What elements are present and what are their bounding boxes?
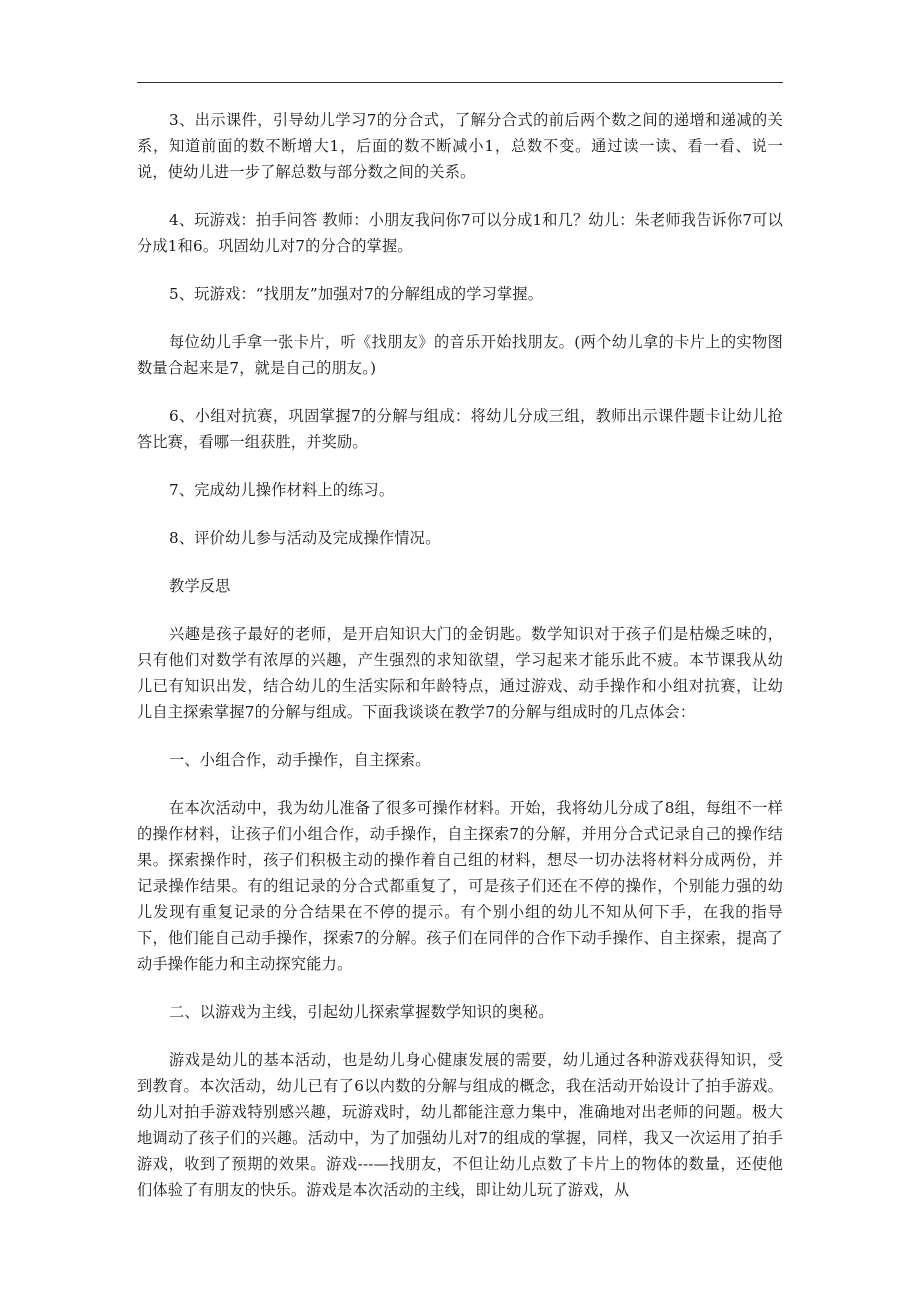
paragraph-find-friends: 每位幼儿手拿一张卡片，听《找朋友》的音乐开始找朋友。(两个幼儿拿的卡片上的实物图数量合起来是7，就是自己的朋友。) [137,333,783,377]
document-body [137,107,783,1225]
paragraph-games-mainline: 游戏是幼儿的基本活动，也是幼儿身心健康发展的需要，幼儿通过各种游戏获得知识，受到教育。本次活动，幼儿已有了6以内数的分解与组成的概念，我在活动开始设计了拍手游戏。幼儿对拍手游戏特别感兴趣，玩游戏时，幼儿都能注意力集中，准确地对出老师的问题。极大地调动了孩子们的兴趣。活动中，为了加强幼儿对7的组成的掌握，同样，我又一次运用了拍手游戏，收到了预期的效果。游戏---—找朋友，不但让幼儿点数了卡片上的物体的数量，还使他们体验了有朋友的快乐。游戏是本次活动的主线，即让幼儿玩了游戏，从 [137,1051,783,1199]
paragraph-step-3: 3、出示课件，引导幼儿学习7的分合式，了解分合式的前后两个数之间的递增和递减的关系，知道前面的数不断增大1，后面的数不断减小1，总数不变。通过读一读、看一看、说一说，使幼儿进一步了解总数与部分数之间的关系。 [137,111,783,181]
paragraph-step-4: 4、玩游戏：拍手问答 教师：小朋友我问你7可以分成1和几？幼儿：朱老师我告诉你7可以分成1和6。巩固幼儿对7的分合的掌握。 [137,211,783,255]
section-heading-reflection: 教学反思 [169,577,231,595]
subheading-games-mainline: 二、以游戏为主线，引起幼儿探索掌握数学知识的奥秘。 [169,1003,554,1021]
paragraph-group-cooperation: 在本次活动中，我为幼儿准备了很多可操作材料。开始，我将幼儿分成了8组，每组不一样的操作材料，让孩子们小组合作，动手操作，自主探索7的分解，并用分合式记录自己的操作结果。探索操作时，孩子们积极主动的操作着自己组的材料，想尽一切办法将材料分成两份，并记录操作结果。有的组记录的分合式都重复了，可是孩子们还在不停的操作，个别能力强的幼儿发现有重复记录的分合结果在不停的提示。有个别小组的幼儿不知从何下手，在我的指导下，他们能自己动手操作，探索7的分解。孩子们在同伴的合作下动手操作、自主探索，提高了动手操作能力和主动探究能力。 [137,799,783,973]
paragraph-step-5: 5、玩游戏：“找朋友”加强对7的分解组成的学习掌握。 [169,285,544,303]
paragraph-step-8: 8、评价幼儿参与活动及完成操作情况。 [169,529,441,547]
paragraph-step-6: 6、小组对抗赛，巩固掌握7的分解与组成：将幼儿分成三组，教师出示课件题卡让幼儿抢答比赛，看哪一组获胜，并奖励。 [137,407,783,451]
header-rule [137,82,783,83]
subheading-group-cooperation: 一、小组合作，动手操作，自主探索。 [169,751,431,769]
paragraph-reflection-intro: 兴趣是孩子最好的老师，是开启知识大门的金钥匙。数学知识对于孩子们是枯燥乏味的，只有他们对数学有浓厚的兴趣，产生强烈的求知欲望，学习起来才能乐此不疲。本节课我从幼儿已有知识出发，结合幼儿的生活实际和年龄特点，通过游戏、动手操作和小组对抗赛，让幼儿自主探索掌握7的分解与组成。下面我谈谈在教学7的分解与组成时的几点体会： [137,625,783,721]
paragraph-step-7: 7、完成幼儿操作材料上的练习。 [169,481,395,499]
